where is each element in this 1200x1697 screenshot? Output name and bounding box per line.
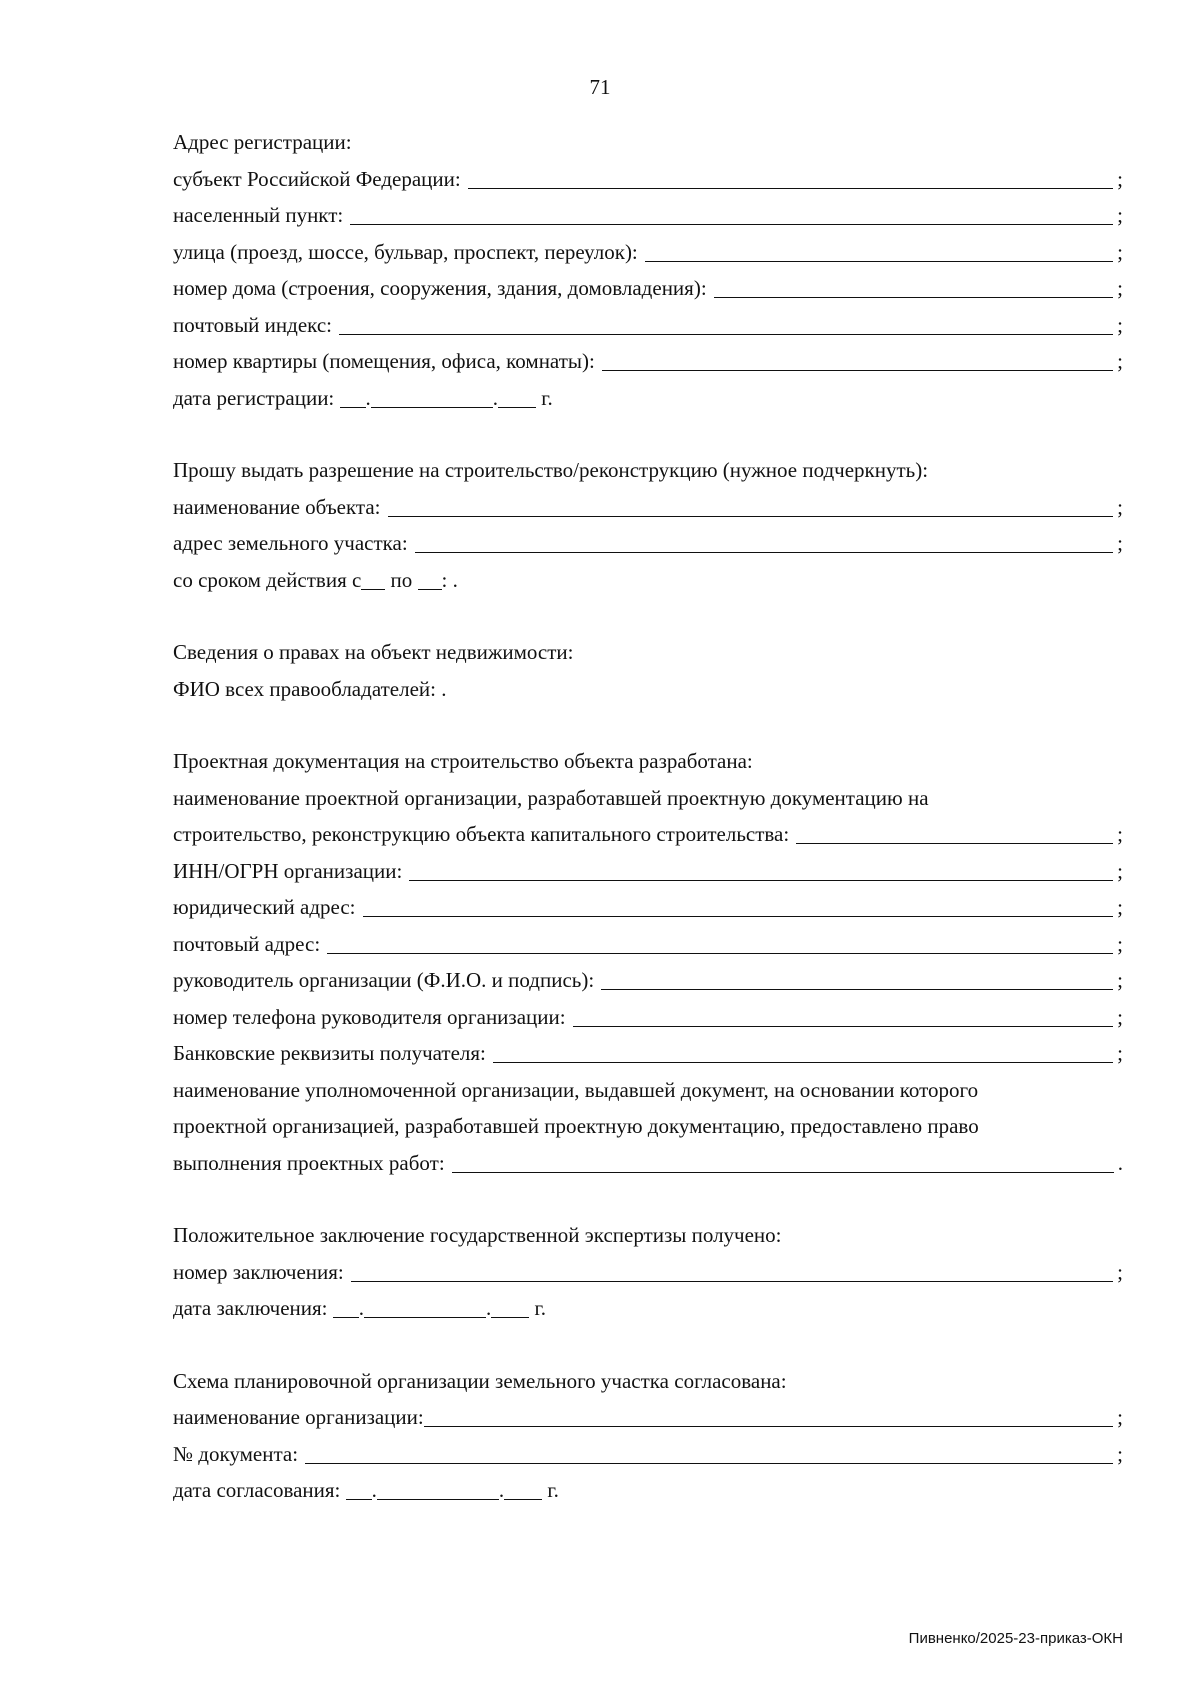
- document-footer: Пивненко/2025-23-приказ-ОКН: [908, 1630, 1123, 1647]
- scheme-org-row: наименование организации: ;: [173, 1405, 1123, 1429]
- form-body: [173, 124, 1123, 1545]
- postal-address-field[interactable]: [327, 952, 1113, 954]
- postal-address-row: почтовый адрес: ;: [173, 931, 1123, 956]
- authorized-line-2: проектной организацией, разработавшей проектную документацию, предоставлено право: [173, 1114, 979, 1138]
- doc-number-field[interactable]: [305, 1462, 1113, 1464]
- postcode-field[interactable]: [339, 333, 1113, 335]
- expertise-date-row: дата заключения: . . г.: [173, 1296, 547, 1320]
- permit-section: [173, 452, 1123, 598]
- expertise-day-field[interactable]: [333, 1316, 359, 1318]
- scheme-year-field[interactable]: [504, 1498, 542, 1500]
- object-name-row: наименование объекта: ;: [173, 494, 1123, 519]
- subject-field[interactable]: [468, 187, 1113, 189]
- term-row: со сроком действия с по : .: [173, 567, 458, 592]
- expertise-section: [173, 1217, 1123, 1327]
- scheme-date-row: дата согласования: . . г.: [173, 1478, 559, 1502]
- head-field[interactable]: [601, 988, 1113, 990]
- scheme-heading: Схема планировочной организации земельного участка согласована:: [173, 1368, 787, 1393]
- expertise-number-row: номер заключения: ;: [173, 1259, 1123, 1284]
- registration-date-row: дата регистрации: . . г.: [173, 385, 553, 410]
- subject-row: субъект Российской Федерации: ;: [173, 166, 1123, 191]
- scheme-month-field[interactable]: [377, 1498, 499, 1500]
- rights-heading: Сведения о правах на объект недвижимости:: [173, 640, 574, 664]
- land-address-field[interactable]: [415, 551, 1113, 553]
- rights-section: [173, 634, 1123, 707]
- bank-row: Банковские реквизиты получателя: ;: [173, 1041, 1123, 1065]
- expertise-year-field[interactable]: [491, 1316, 529, 1318]
- permit-request: Прошу выдать разрешение на строительство/реконструкцию (нужное подчеркнуть):: [173, 458, 929, 482]
- house-row: номер дома (строения, сооружения, здания, домовладения): ;: [173, 276, 1123, 300]
- term-to-field[interactable]: [418, 588, 442, 590]
- project-org-name-line-1: наименование проектной организации, разработавшей проектную документацию на: [173, 785, 929, 810]
- authorized-line-1: наименование уполномоченной организации, выдавшей документ, на основании которого: [173, 1077, 979, 1102]
- scheme-section: [173, 1363, 1123, 1509]
- scheme-org-field[interactable]: [424, 1425, 1113, 1427]
- project-section: [173, 743, 1123, 1181]
- inn-row: ИНН/ОГРН организации: ;: [173, 858, 1123, 883]
- expertise-heading: Положительное заключение государственной экспертизы получено:: [173, 1223, 782, 1247]
- registration-month-field[interactable]: [371, 406, 493, 408]
- locality-row: населенный пункт: ;: [173, 203, 1123, 227]
- apartment-field[interactable]: [602, 369, 1113, 371]
- locality-field[interactable]: [350, 223, 1113, 225]
- term-from-field[interactable]: [361, 588, 385, 590]
- project-heading: Проектная документация на строительство объекта разработана:: [173, 749, 753, 773]
- owners-row: ФИО всех правообладателей: .: [173, 676, 447, 701]
- doc-number-row: № документа: ;: [173, 1441, 1123, 1466]
- head-row: руководитель организации (Ф.И.О. и подпись): ;: [173, 968, 1123, 992]
- street-row: улица (проезд, шоссе, бульвар, проспект, переулок): ;: [173, 239, 1123, 264]
- expertise-number-field[interactable]: [351, 1280, 1113, 1282]
- registration-heading: Адрес регистрации:: [173, 130, 352, 154]
- legal-address-row: юридический адрес: ;: [173, 895, 1123, 919]
- project-org-name-field[interactable]: [796, 842, 1113, 844]
- authorized-field[interactable]: [452, 1171, 1114, 1173]
- registration-day-field[interactable]: [340, 406, 366, 408]
- object-name-field[interactable]: [388, 515, 1114, 517]
- scheme-day-field[interactable]: [346, 1498, 372, 1500]
- phone-field[interactable]: [573, 1025, 1114, 1027]
- registration-year-field[interactable]: [498, 406, 536, 408]
- page-number: 71: [589, 75, 611, 99]
- registration-section: [173, 124, 1123, 416]
- project-org-name-row: строительство, реконструкцию объекта капитального строительства: ;: [173, 822, 1123, 846]
- street-field[interactable]: [645, 260, 1113, 262]
- expertise-month-field[interactable]: [364, 1316, 486, 1318]
- bank-field[interactable]: [493, 1061, 1113, 1063]
- inn-field[interactable]: [409, 879, 1113, 881]
- authorized-row: выполнения проектных работ: .: [173, 1150, 1123, 1175]
- postcode-row: почтовый индекс: ;: [173, 312, 1123, 337]
- apartment-row: номер квартиры (помещения, офиса, комнаты): ;: [173, 349, 1123, 373]
- phone-row: номер телефона руководителя организации: ;: [173, 1004, 1123, 1029]
- legal-address-field[interactable]: [363, 915, 1114, 917]
- land-address-row: адрес земельного участка: ;: [173, 531, 1123, 555]
- house-field[interactable]: [714, 296, 1114, 298]
